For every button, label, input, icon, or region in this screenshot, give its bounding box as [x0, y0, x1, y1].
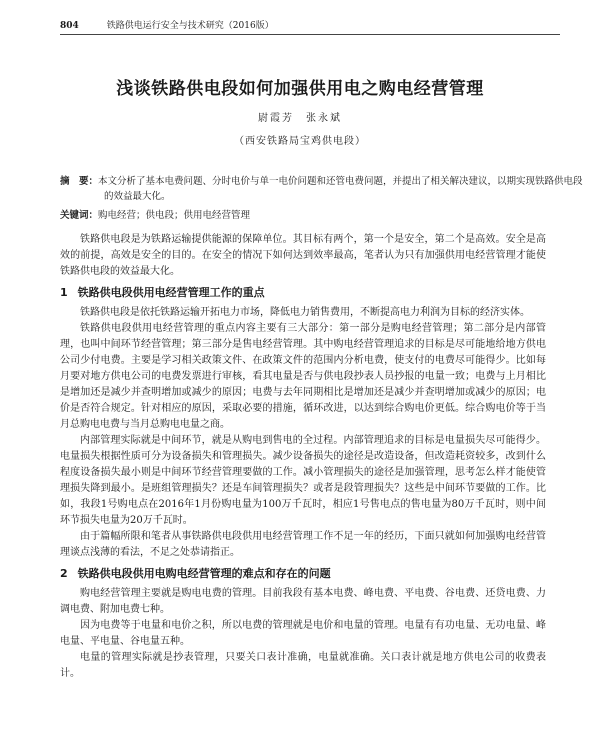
- keywords-block: [60, 208, 546, 223]
- section-2-paragraph: 电量的管理实际就是抄表管理，只要关口表计准确，电量就准确。关口表计就是地方供电公司的收费表计。: [60, 652, 546, 679]
- page-number: 804: [60, 21, 79, 31]
- section-1-title: 铁路供电段供用电经营管理工作的重点: [77, 286, 265, 299]
- intro-paragraph: 铁路供电段是为铁路运输提供能源的保障单位。其目标有两个，第一个是安全，第二个是高效。安全是高效的前提，高效是安全的目的。在安全的情况下如何达到效率最高，笔者认为只有加强供用电经营管理才能使铁路供电段的效益最大化。: [60, 234, 546, 277]
- section-2-title: 铁路供电段供用电购电经营管理的难点和存在的问题: [77, 567, 331, 580]
- section-1-heading: [60, 285, 546, 301]
- abstract-text: 本文分析了基本电费问题、分时电价与单一电价问题和还管电费问题，并提出了相关解决建议，以期实现铁路供电段的效益最大化。: [98, 176, 583, 202]
- section-1-paragraph: 铁路供电段是依托铁路运输开拓电力市场，降低电力销售费用，不断提高电力利润为目标的经济实体。: [80, 307, 530, 318]
- section-2-paragraph: 购电经营管理主要就是购电电费的管理。目前我段有基本电费、峰电费、平电费、谷电费、还贷电费、力调电费、附加电费七种。: [60, 588, 546, 615]
- keywords-label: 关键词：: [60, 210, 99, 221]
- section-2-paragraph: 因为电费等于电量和电价之积，所以电费的管理就是电价和电量的管理。电量有有功电量、无功电量、峰电量、平电量、谷电量五种。: [60, 620, 546, 647]
- section-1-paragraph: 铁路供电段供用电经营管理的重点内容主要有三大部分：第一部分是购电经营管理；第二部分是内部管理，也叫中间环节经营管理；第三部分是售电经营管理。其中购电经营管理追求的目标是尽可能地给地方供电公司少付电费。主要是学习相关政策文件、在政策文件的范围内分析电费，使支付的电费尽可能得少。比如每月要对地方供电公司的电费发票进行审核，看其电量是否与供电段抄表人员抄报的电量一致；电费与上月相比是增加还是减少并查明增加或减少的原因；电费与去年同期相比是增加还是减少并查明增加或减少的原因；电价是否符合规定。针对相应的原因，采取必要的措施，循环改进，以达到综合购电价更低。综合购电价等于当月总购电电费与当月总购电电量之商。: [60, 323, 546, 430]
- article-affiliation: （西安铁路局宝鸡供电段）: [234, 136, 366, 147]
- section-1-paragraph: 内部管理实际就是中间环节，就是从购电到售电的全过程。内部管理追求的目标是电量损失尽可能得少。电量损失根据性质可分为设备损失和管理损失。减少设备损失的途径是改造设备，但改造耗资较多，改到什么程度设备损失最小则是中间环节经营管理要做的工作。减小管理损失的途径是加强管理，思考怎么样才能使管理损失降到最小。是班组管理损失？还是车间管理损失？或者是段管理损失？这些是中间环节要做的工作。比如，我段1号购电点在2016年1月份购电量为100万千瓦时，相应1号售电点的售电量为80万千瓦时，则中间环节损失电量为20万千瓦时。: [60, 435, 546, 526]
- abstract-label: 摘 要：: [60, 176, 99, 187]
- section-1-paragraph: 由于篇幅所限和笔者从事铁路供电段供用电经营管理工作不足一年的经历，下面只就如何加强购电经营管理谈点浅薄的看法，不足之处恭请指正。: [60, 531, 546, 558]
- journal-name: 铁路供电运行安全与技术研究（2016版）: [106, 21, 274, 31]
- article-authors: 尉霞芳 张永斌: [258, 113, 342, 124]
- section-2-heading: [60, 566, 546, 582]
- article-title: 浅谈铁路供电段如何加强供用电之购电经营管理: [116, 79, 484, 99]
- section-2-number: 2: [60, 567, 68, 580]
- abstract-block: [60, 174, 590, 204]
- article-body: [60, 232, 546, 682]
- section-1-number: 1: [60, 286, 68, 299]
- running-header: [60, 20, 560, 35]
- keywords-text: 购电经营；供电段；供用电经营管理: [98, 210, 251, 221]
